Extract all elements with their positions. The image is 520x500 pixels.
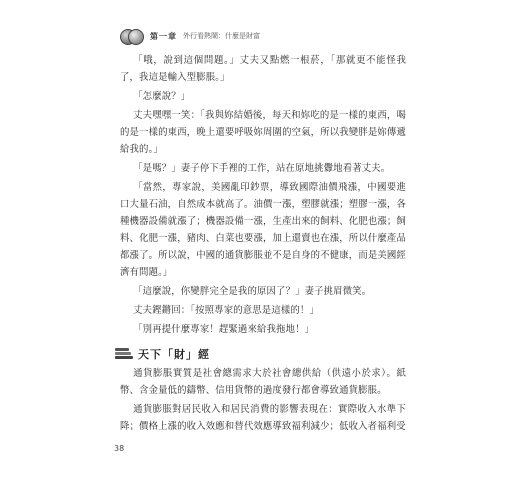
paragraph: 「是嗎？」妻子停下手裡的工作，站在原地挑釁地看著丈夫。 [133,163,391,174]
books-icon [114,347,134,361]
section-body [120,365,406,437]
coin-stack-icon [120,29,144,43]
paragraph: 丈夫嘿嘿一笑：「我與妳結婚後，每天和妳吃的是一樣的東西，喝的是一樣的東西，晚上還要呼吸妳周圍的空氣，所以我變胖是妳傳遞給我的。」 [120,110,406,155]
chapter-label: 第一章 [150,31,177,41]
page-number: 38 [114,444,125,453]
chapter-title: 外行看熱鬧：什麼是財富 [183,32,260,40]
paragraph: 丈夫鏗鏘回：「按照專家的意思是這樣的！」 [133,305,319,316]
paragraph: 通貨膨脹實質是社會總需求大於社會總供給（供遠小於求）。紙幣、含金量低的鑄幣、信用貨幣的過度發行都會導致通貨膨脹。 [120,368,406,396]
paragraph: 「怎麼說？」 [133,91,191,102]
paragraph: 「這麼說，你變胖完全是我的原因了？」妻子挑眉微笑。 [133,286,372,297]
running-header [120,27,260,45]
section-heading [114,346,210,362]
paragraph: 「別再提什麼專家！趕緊過來給我拖地！」 [133,324,315,335]
paragraph: 「哦，說到這個問題。」丈夫又點燃一根菸，「那就更不能怪我了，我這是輸入型膨脹。」 [120,55,406,83]
paragraph: 「當然，專家說，美國亂印鈔票，導致國際油價飛漲，中國要進口大量石油，自然成本就高了。油價一漲，塑膠就漲；塑膠一漲，各種機器設備就漲了；機器設備一漲，生產出來的飼料、化肥也漲；飼料、化肥一漲，豬肉、白菜也要漲，加上還賣也在漲，所以什麼產品都漲了。所以說，中國的通貨膨脹並不是自身的不健康，而是美國經濟有問題。」 [120,182,406,278]
section-title: 天下「財」經 [138,348,210,361]
story-body [120,52,406,340]
paragraph: 通貨膨脹對居民收入和居民消費的影響表現在：實際收入水準下降；價格上漲的收入效應和替代效應導致福利減少；低收入者福利受 [120,404,406,432]
